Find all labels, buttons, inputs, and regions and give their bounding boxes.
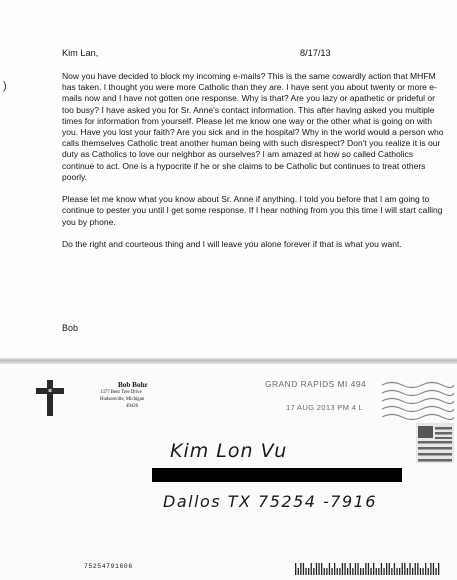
- letter-paragraph-3: Do the right and courteous thing and I will leave you alone forever if that is what you want.: [62, 239, 402, 250]
- letter-paragraph-2: Please let me know what you know about Sr. Anne if anything. I told you before that I am going to continue to pester you until I get some response. If I hear nothing from you this time I will start calling you by phone.: [62, 194, 443, 227]
- postmark-cancel-lines-icon: [380, 377, 454, 421]
- letter-date: 8/17/13: [300, 48, 331, 58]
- letter-body: [62, 71, 447, 261]
- return-name: Bob Bohr: [118, 381, 148, 389]
- return-line-3: 49426: [126, 403, 138, 409]
- postmark-date: 17 AUG 2013 PM 4 L: [286, 403, 364, 412]
- recipient-city-line: Dallos TX 75254 -7916: [163, 492, 378, 511]
- letter-paragraph-1: Now you have decided to block my incoming e-mails? This is the same cowardly action that MHFM has taken. I thought you were more Catholic than they are. I have sent you about twenty or more e-mails now and I have not gotten one response. Why is that? Are you lazy or apathetic or prideful or too busy? I have asked you for Sr. Anne's contact information. This after having asked you multiple times for information from yourself. Please let me know one way or the other what is going on with you. Have you lost your faith? Are you sick and in the hospital? Why in the world would a person who calls themselves Catholic treat another human being with such disrespect? Don't you realize it is our duty as Catholics to love our neighbor as ourselves? I am amazed at how so called Catholics continue to act. One is a hypocrite if he or she claims to be Catholic but continues to treat others poorly.: [62, 71, 444, 182]
- postal-barcode-icon: [295, 563, 445, 575]
- return-address: [100, 381, 148, 409]
- recipient-name: Kim Lon Vu: [170, 440, 288, 462]
- barcode-number: 75254791606: [84, 563, 133, 570]
- redaction-bar: [152, 468, 402, 482]
- letter-signature: Bob: [62, 323, 79, 333]
- postmark-city: GRAND RAPIDS MI 494: [265, 379, 367, 389]
- letter-salutation: Kim Lan,: [62, 48, 99, 58]
- crucifix-icon: [33, 378, 67, 418]
- return-line-2: Hudsonville, Michigan: [100, 396, 145, 402]
- flag-stamp-icon: [416, 423, 454, 463]
- return-line-1: 1377 Bent Tree Drive: [100, 390, 142, 395]
- margin-mark: ): [3, 80, 7, 92]
